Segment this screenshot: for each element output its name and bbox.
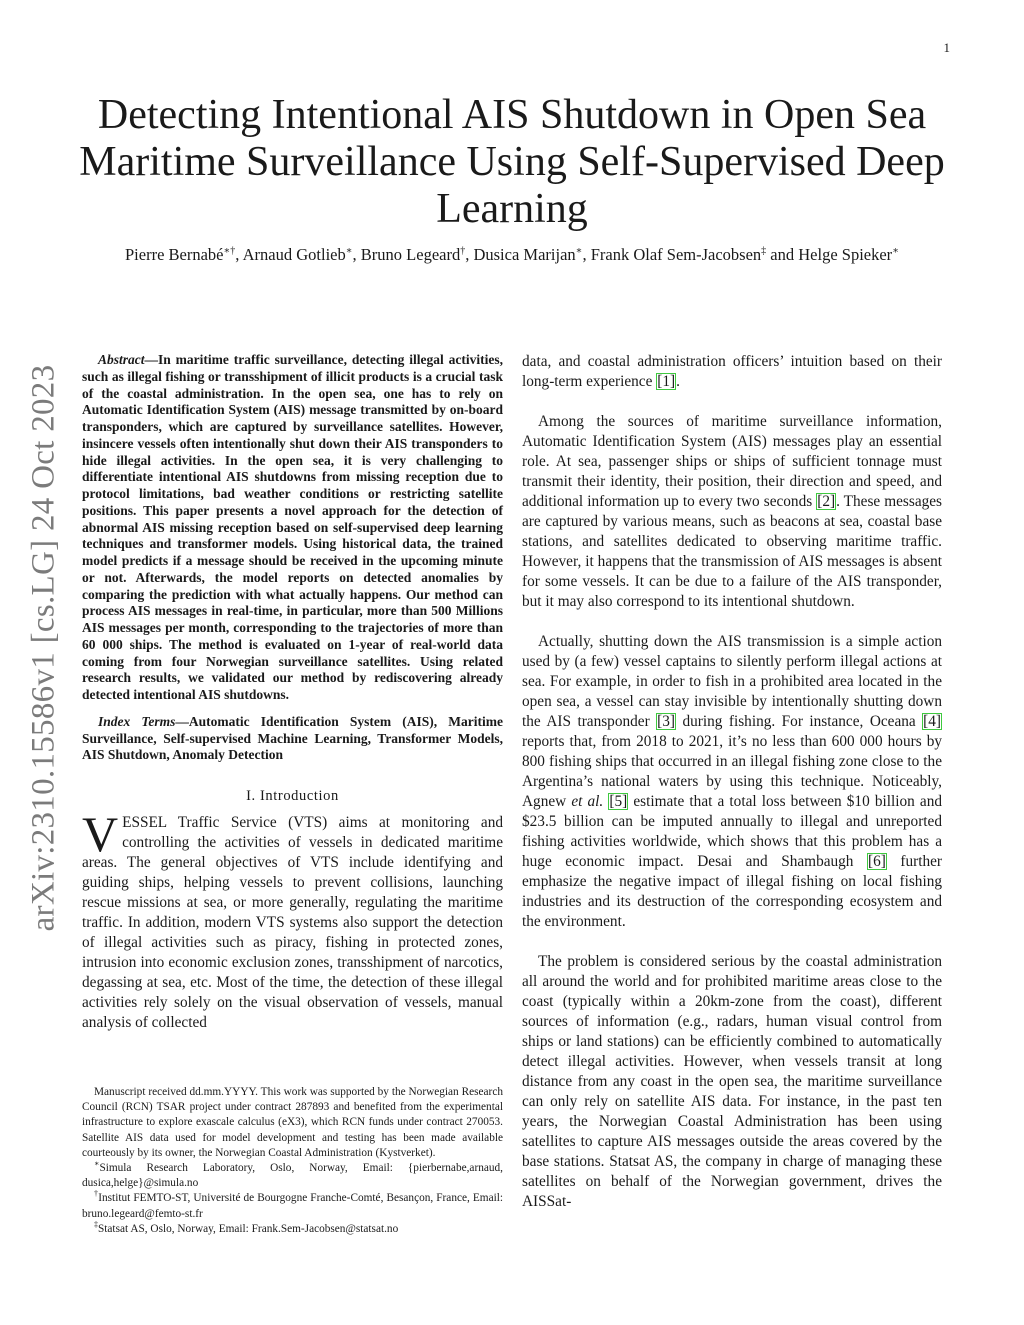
footnote-funding: Manuscript received dd.mm.YYYY. This work was supported by the Norwegian Research Council (RCN) TSAR project under contract 287893 and benefited from the experimental infrastructure to explore exascale calculus (eX3), which RCN funds under contract 270053. Satellite AIS data used for model development and testing has been made available courteously by its owner, the Norwegian Coastal Administration (Kystverket). (82, 1086, 503, 1159)
intro-paragraph-1: VESSEL Traffic Service (VTS) aims at monitoring and controlling the activities of vessels in dedicated maritime areas. The general objectives of VTS include identifying and guiding ships, helping vessels to prevent collisions, launching rescue missions at sea, or more generally, regulating the maritime traffic. In addition, modern VTS systems also support the detection of illegal activities such as piracy, fishing in protected zones, intrusion into economic exclusion zones, transshipment of narcotics, degassing at sea, etc. Most of the time, the detection of these illegal activities rely solely on the visual observation of vessels, manual analysis of collected (82, 806, 503, 1031)
author-3: Bruno Legeard†, (360, 245, 474, 264)
citation-link-1[interactable]: [1] (657, 373, 676, 390)
citation-link-4[interactable]: [4] (923, 713, 941, 730)
index-terms-text: Automatic Identification System (AIS), Maritime Surveillance, Self-supervised Machine Learning, Transformer Models, AIS Shutdown, Anomaly Detection (82, 713, 504, 763)
author-list (90, 244, 934, 265)
author-5: Frank Olaf Sem-Jacobsen‡ and (590, 245, 799, 264)
intro-paragraph-2: Among the sources of maritime surveillance information, Automatic Identification System (AIS) messages play an essential role. At sea, passenger ships or ships of sufficient tonnage must transmit their identity, their position, their direction and speed, and additional information up to every two seconds [2]. These messages are captured by various means, such as beacons at sea, coastal base stations, and satellites dedicated to observing maritime traffic. However, it happens that the transmission of AIS messages is absent for some vessels. It can be due to a failure of the AIS transponder, but it may also correspond to its intentional shutdown. (522, 413, 943, 610)
author-2: Arnaud Gotlieb∗, (242, 245, 361, 264)
intro-paragraph-3: Actually, shutting down the AIS transmission is a simple action used by (a few) vessel captains to silently perform illegal actions at sea. For example, in order to fish in a prohibited area located in the open sea, a vessel can stay invisible by intentionally shutting down the AIS transponder [3] during fishing. For instance, Oceana [4] reports that, from 2018 to 2021, it’s no less than 600 000 hours by 800 fishing ships that occurred in an illegal fishing zone close to the Argentina’s national waters by using this technique. Noticeably, Agnew et al. [5] estimate that a total loss between $10 billion and $23.5 billion can be imputed annually to illegal and unreported fishing activities worldwide, which shows that this problem has a huge economic impact. Desai and Shambaugh [6] further emphasize the negative impact of illegal fishing on local fishing industries and its destruction of the corresponding ecosystem and the environment. (522, 633, 943, 930)
footnote-simula: ∗Simula Research Laboratory, Oslo, Norway, Email: {pierbernabe,arnaud, dusica,helge}@simula.no (82, 1159, 503, 1190)
index-terms-label: Index Terms (98, 713, 176, 729)
citation-link-5[interactable]: [5] (609, 793, 628, 810)
right-column (522, 352, 942, 1232)
footnote-statsat: ‡Statsat AS, Oslo, Norway, Email: Frank.Sem-Jacobsen@statsat.no (94, 1220, 399, 1235)
citation-link-3[interactable]: [3] (657, 713, 675, 730)
section-heading-introduction: I. Introduction (246, 788, 339, 804)
intro-paragraph-4: The problem is considered serious by the coastal administration all around the world and for prohibited maritime areas close to the coast (typically within a 20km-zone from the coast), different sources of information (e.g., radars, human visual control from ships or land stations) can be efficiently combined to automatically detect illegal activities. However, when vessels transit at long distance from any coast in the open sea, the maritime surveillance can only rely on satellite AIS data. For instance, in the past ten years, the Norwegian Coastal Administration has been using satellites to capture AIS messages outside the areas covered by the base stations. Statsat AS, the company in charge of managing these satellites on behalf of the Norwegian government, drives the AISSat- (522, 953, 942, 1210)
author-1: Pierre Bernabé∗†, (125, 245, 243, 264)
index-terms: Index Terms—Automatic Identification System (AIS), Maritime Surveillance, Self-supervised Machine Learning, Transformer Models, AIS Shutdown, Anomaly Detection (82, 713, 504, 763)
et-al: et al. (571, 793, 604, 810)
footnote-femto: †Institut FEMTO-ST, Université de Bourgogne Franche-Comté, Besançon, France, Email: bruno.legeard@femto-st.fr (82, 1189, 504, 1220)
abstract-label: Abstract (98, 352, 145, 367)
footnotes (82, 1085, 503, 1237)
paper-title: Detecting Intentional AIS Shutdown in Open Sea Maritime Surveillance Using Self-Supervised Deep Learning (79, 92, 945, 232)
arxiv-stamp-text: arXiv:2310.15586v1 [cs.LG] 24 Oct 2023 (25, 364, 62, 932)
page-number: 1 (943, 40, 950, 55)
author-4: Dusica Marijan∗, (473, 245, 591, 264)
drop-cap: V (82, 806, 119, 862)
abstract: Abstract—In maritime traffic surveillance, detecting illegal activities, such as illegal fishing or transshipment of illicit products is a crucial task of the coastal administration. In the open sea, one has to rely on Automatic Identification System (AIS) message transmitted by on-board transponders, which are captured by surveillance satellites. However, insincere vessels often intentionally shut down their AIS transponders to hide illegal activities. In the open sea, it is very challenging to differentiate intentional AIS shutdowns from missing reception due to protocol limitations, bad weather conditions or restricting satellite positions. This paper presents a novel approach for the detection of abnormal AIS missing reception based on self-supervised deep learning techniques and transformer models. Using historical data, the trained model predicts if a message should be received in the upcoming minute or not. Afterwards, the model reports on detected anomalies by comparing the prediction with what actually happens. Our method can process AIS messages in real-time, in particular, more than 500 Millions AIS messages per month, corresponding to the trajectories of more than 60 000 ships. The method is evaluated on 1-year of real-world data coming from four Norwegian surveillance satellites. Using related research results, we validated our method by rediscovering already detected intentional AIS shutdowns. (82, 352, 503, 702)
intro-paragraph-1-continued: data, and coastal administration officers’ intuition based on their long-term experience [1]. (522, 353, 942, 390)
author-6: Helge Spieker∗ (798, 245, 899, 264)
citation-link-2[interactable]: [2] (817, 493, 836, 510)
abstract-text: In maritime traffic surveillance, detecting illegal activities, such as illegal fishing or transshipment of illicit products is a crucial task of the coastal administration. In the open sea, one has to rely on Automatic Identification System (AIS) message transmitted by on-board transponders, which are captured by surveillance satellites. However, insincere vessels often intentionally shut down their AIS transponders to hide illegal activities. In the open sea, it is very challenging to differentiate intentional AIS shutdowns from missing reception due to protocol limitations, bad weather conditions or restricting satellite positions. This paper presents a novel approach for the detection of abnormal AIS missing reception based on self-supervised deep learning techniques and transformer models. Using historical data, the trained model predicts if a message should be received in the upcoming minute or not. Afterwards, the model reports on detected anomalies by comparing the prediction with what actually happens. Our method can process AIS messages in real-time, in particular, more than 500 Millions AIS messages per month, corresponding to the trajectories of more than 60 000 ships. The method is evaluated on 1-year of real-world data coming from four Norwegian surveillance satellites. Using related research results, we validated our method by rediscovering already detected intentional AIS shutdowns. (82, 352, 503, 702)
citation-link-6[interactable]: [6] (867, 853, 886, 870)
left-column (82, 352, 503, 1033)
